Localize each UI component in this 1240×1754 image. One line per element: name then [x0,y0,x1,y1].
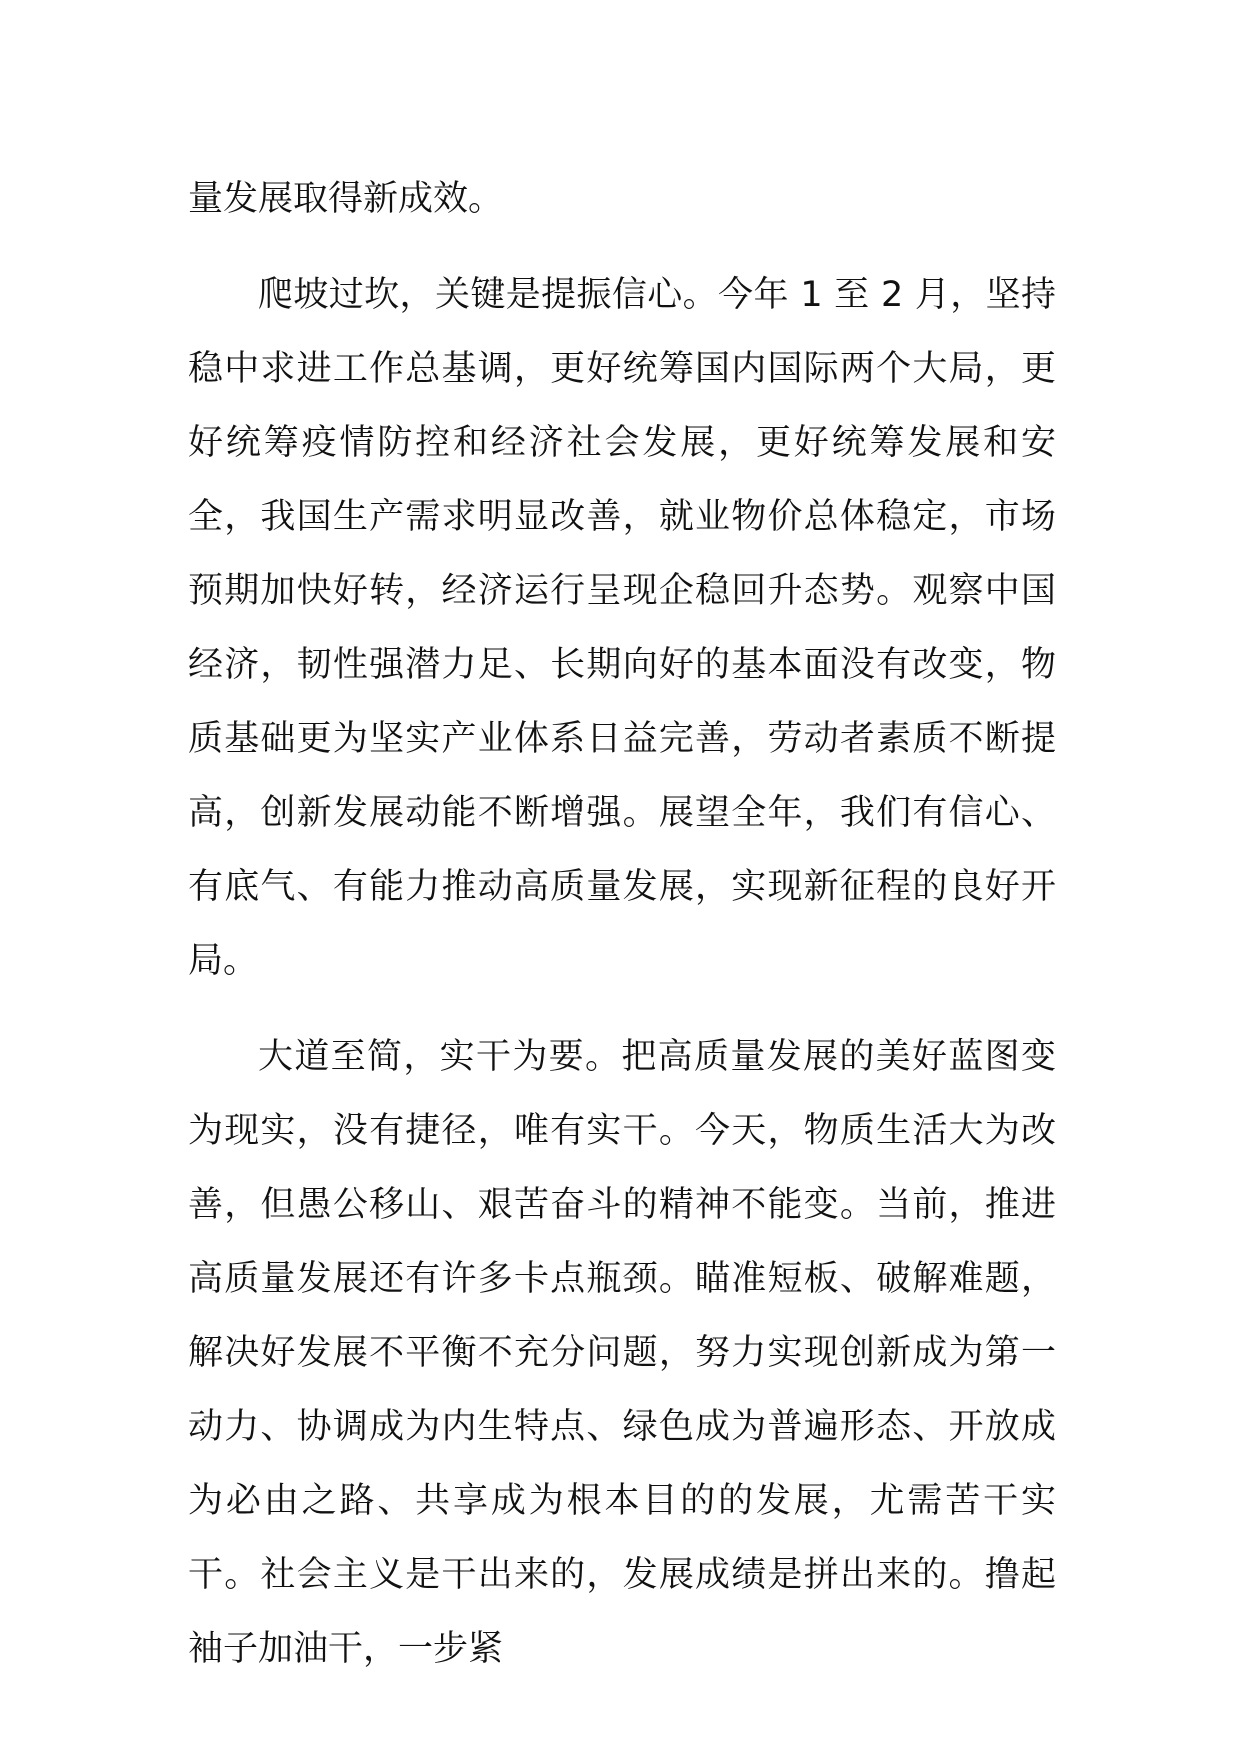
paragraph-hard-work: 大道至简，实干为要。把高质量发展的美好蓝图变为现实，没有捷径，唯有实干。今天，物质生活大为改善，但愚公移山、艰苦奋斗的精神不能变。当前，推进高质量发展还有许多卡点瓶颈。瞄准短板、破解难题，解决好发展不平衡不充分问题，努力实现创新成为第一动力、协调成为内生特点、绿色成为普遍形态、开放成为必由之路、共享成为根本目的的发展，尤需苦干实干。社会主义是干出来的，发展成绩是拼出来的。撸起袖子加油干，一步紧 [188,1037,1056,1669]
paragraph-confidence: 爬坡过坎，关键是提振信心。今年 1 至 2 月，坚持稳中求进工作总基调，更好统筹国内国际两个大局，更好统筹疫情防控和经济社会发展，更好统筹发展和安全，我国生产需求明显改善，就业物价总体稳定，市场预期加快好转，经济运行呈现企稳回升态势。观察中国经济，韧性强潜力足、长期向好的基本面没有改变，物质基础更为坚实产业体系日益完善，劳动者素质不断提高，创新发展动能不断增强。展望全年，我们有信心、有底气、有能力推动高质量发展，实现新征程的良好开局。 [188,275,1056,981]
paragraph-continuation: 量发展取得新成效。 [188,179,504,219]
document-body [188,162,1056,1686]
